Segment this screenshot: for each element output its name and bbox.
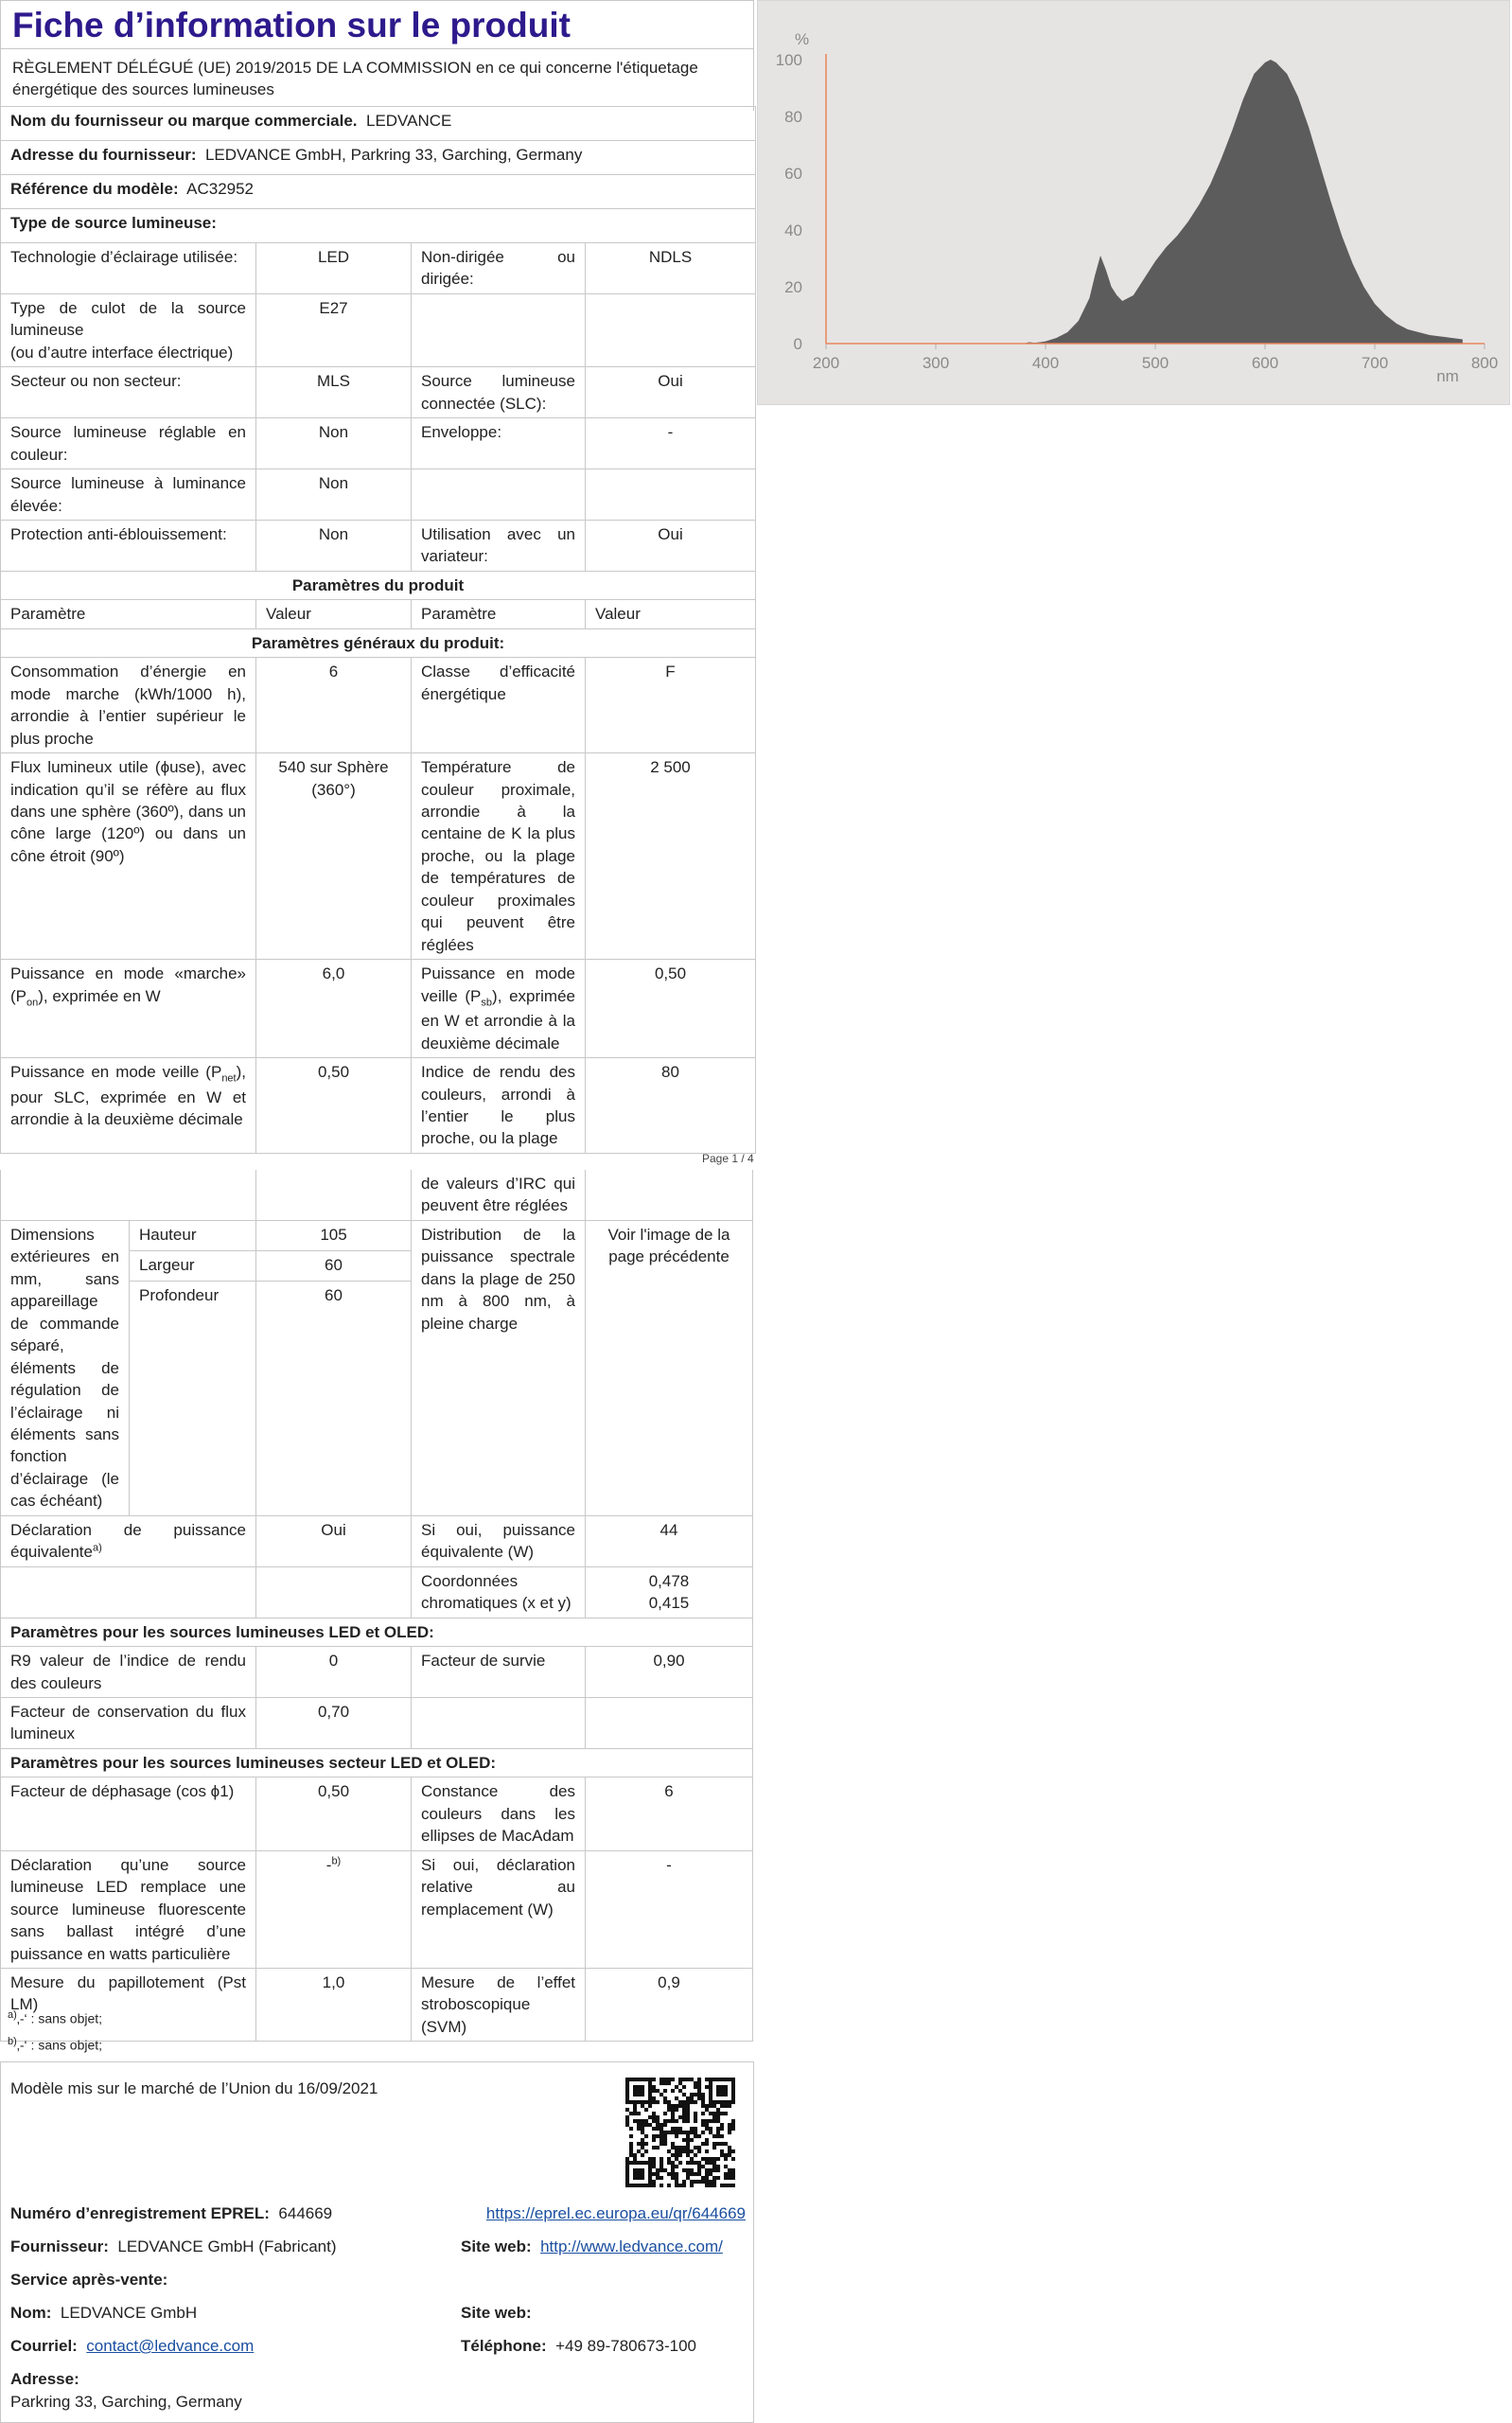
width-label: Largeur xyxy=(130,1250,256,1281)
col-param: Paramètre xyxy=(1,600,256,628)
service-name-label: Nom: xyxy=(10,2304,52,2322)
flicker-value: 1,0 xyxy=(256,1968,412,2041)
svm-value: 0,9 xyxy=(586,1968,753,2041)
r9-value: 0 xyxy=(256,1647,412,1698)
replace-label: Déclaration qu’une source lumineuse LED remplace une source lumineuse fluorescente sans ballast intégré d’une puissance en watts particulière xyxy=(1,1850,256,1968)
flux-label: Flux lumineux utile (ϕuse), avec indication qu’il se réfère au flux dans une sphère (360º), dans un cône large (120º) ou dans un cône étroit (90º) xyxy=(1,753,256,960)
email-link[interactable]: contact@ledvance.com xyxy=(86,2337,255,2355)
flicker-label: Mesure du papillotement (Pst LM) xyxy=(1,1968,256,2041)
y-tick-label: 60 xyxy=(784,165,802,183)
survival-label: Facteur de survie xyxy=(412,1647,586,1698)
mains-label: Secteur ou non secteur: xyxy=(1,367,256,418)
mains-led-heading: Paramètres pour les sources lumineuses secteur LED et OLED: xyxy=(1,1748,753,1777)
table-row xyxy=(1,520,756,571)
market-date: Modèle mis sur le marché de l’Union du 16/09/2021 xyxy=(10,2079,378,2097)
cap-value: E27 xyxy=(256,293,412,366)
table-row xyxy=(1,571,756,599)
spd-label: Distribution de la puissance spectrale dans la plage de 250 nm à 800 nm, à pleine charge xyxy=(412,1220,586,1515)
y-axis-label: % xyxy=(795,30,810,48)
page-number: Page 1 / 4 xyxy=(702,1152,754,1165)
x-tick-label: 800 xyxy=(1470,354,1499,372)
footer-box xyxy=(0,2061,754,2423)
website-label: Site web: xyxy=(461,2237,532,2255)
table-row xyxy=(1,469,756,521)
maint-label: Facteur de conservation du flux lumineux xyxy=(1,1697,256,1748)
x-tick-label: 400 xyxy=(1031,354,1060,372)
width-value: 60 xyxy=(256,1250,412,1281)
phone-row xyxy=(461,2335,696,2357)
table-row xyxy=(1,960,756,1058)
supplier-row xyxy=(10,2236,337,2257)
spectral-chart-svg xyxy=(758,1,1509,404)
x-ticks xyxy=(813,344,1498,372)
supplier-address-label: Adresse du fournisseur: xyxy=(10,146,197,164)
eprel-row xyxy=(10,2202,332,2224)
envelope-value: - xyxy=(586,418,756,469)
envelope-label: Enveloppe: xyxy=(412,418,586,469)
psb-label: Puissance en mode veille $(P_{sb})$, exprimée en W et arrondie à la deuxième décimale xyxy=(412,960,586,1058)
equiv-power-label: Si oui, puissance équivalente (W) xyxy=(412,1515,586,1566)
pnet-label: Puissance en mode veille $(P_{net})$, pour SLC, exprimée en W et arrondie à la deuxième décimale xyxy=(1,1058,256,1154)
table-row xyxy=(1,1566,753,1618)
model-value: AC32952 xyxy=(186,180,255,198)
table-row xyxy=(1,1618,753,1646)
x-axis-label: nm xyxy=(1436,367,1459,385)
r9-label: R9 valeur de l’indice de rendu des couleurs xyxy=(1,1647,256,1698)
y-ticks xyxy=(776,51,802,353)
chroma-label: Coordonnées chromatiques (x et y) xyxy=(412,1566,586,1618)
tunable-value: Non xyxy=(256,418,412,469)
table-row xyxy=(1,1170,753,1220)
table-row xyxy=(1,1515,753,1566)
supplier-name-value: LEDVANCE xyxy=(365,112,452,130)
cct-label: Température de couleur proximale, arrondie à la centaine de K la plus proche, ou la plage de températures de couleur proximales qui peuvent être réglées xyxy=(412,753,586,960)
depth-label: Profondeur xyxy=(130,1281,256,1515)
eprel-value: 644669 xyxy=(278,2204,333,2222)
equiv-power-value: 44 xyxy=(586,1515,753,1566)
x-tick-label: 300 xyxy=(922,354,950,372)
table-row xyxy=(1,628,756,657)
tech-label: Technologie d’éclairage utilisée: xyxy=(1,243,256,294)
phone-value: +49 89-780673-100 xyxy=(555,2337,697,2355)
cri-label-cont: de valeurs d’IRC qui peuvent être réglées xyxy=(412,1170,586,1220)
macadam-label: Constance des couleurs dans les ellipses de MacAdam xyxy=(412,1777,586,1850)
table-row xyxy=(1,175,756,209)
glare-value: Non xyxy=(256,520,412,571)
macadam-value: 6 xyxy=(586,1777,753,1850)
table-row xyxy=(1,1777,753,1850)
tech-value: LED xyxy=(256,243,412,294)
table-row xyxy=(1,1220,753,1250)
pf-value: 0,50 xyxy=(256,1777,412,1850)
source-type-heading: Type de source lumineuse: xyxy=(1,209,756,243)
footer-supplier-label: Fournisseur: xyxy=(10,2237,109,2255)
equiv-value: Oui xyxy=(256,1515,412,1566)
table-row xyxy=(1,753,756,960)
directional-label: Non-dirigée ou dirigée: xyxy=(412,243,586,294)
pf-label: Facteur de déphasage (cos ϕ1) xyxy=(1,1777,256,1850)
website-link[interactable]: http://www.ledvance.com/ xyxy=(540,2237,723,2255)
x-tick-label: 700 xyxy=(1361,354,1389,372)
footnote-b: $^{b)}$‚-‘ : sans objet; xyxy=(8,2036,103,2053)
replace-claim-value: - xyxy=(586,1850,753,1968)
address-value: Parkring 33, Garching, Germany xyxy=(10,2393,242,2411)
survival-value: 0,90 xyxy=(586,1647,753,1698)
spectral-chart xyxy=(757,0,1510,405)
x-tick-label: 200 xyxy=(812,354,840,372)
depth-value: 60 xyxy=(256,1281,412,1515)
table-row xyxy=(1,243,756,294)
table-row xyxy=(1,1697,753,1748)
glare-label: Protection anti-éblouissement: xyxy=(1,520,256,571)
energy-label: Consommation d’énergie en mode marche (kWh/1000 h), arrondie à l’entier supérieur le plus proche xyxy=(1,658,256,753)
chroma-value: 0,478 0,415 xyxy=(586,1566,753,1618)
qr-code-icon[interactable] xyxy=(625,2078,735,2187)
footnote-a: $^{a)}$‚-‘ : sans objet; xyxy=(8,2009,103,2026)
led-params-heading: Paramètres pour les sources lumineuses LED et OLED: xyxy=(1,1618,753,1646)
spd-area xyxy=(1024,60,1463,344)
supplier-address-value: LEDVANCE GmbH, Parkring 33, Garching, Germany xyxy=(204,146,583,164)
maint-value: 0,70 xyxy=(256,1697,412,1748)
energy-value: 6 xyxy=(256,658,412,753)
table-row xyxy=(1,107,756,141)
title-box xyxy=(0,0,754,111)
equiv-label: Déclaration de puissance équivalente$^{a)}$ xyxy=(1,1515,256,1566)
email-row xyxy=(10,2335,254,2357)
table-row xyxy=(1,600,756,628)
table-row xyxy=(1,367,756,418)
product-table-page1 xyxy=(0,106,756,1154)
address-label: Adresse: xyxy=(10,2370,79,2388)
service-name-row xyxy=(10,2302,197,2324)
table-row xyxy=(1,141,756,175)
table-row xyxy=(1,658,756,753)
pon-value: 6,0 xyxy=(256,960,412,1058)
pnet-value: 0,50 xyxy=(256,1058,412,1154)
col-value: Valeur xyxy=(256,600,412,628)
table-row xyxy=(1,209,756,243)
service-website-label: Site web: xyxy=(461,2304,532,2322)
table-row xyxy=(1,1850,753,1968)
mains-value: MLS xyxy=(256,367,412,418)
eprel-link[interactable]: https://eprel.ec.europa.eu/qr/644669 xyxy=(485,2204,746,2222)
table-row xyxy=(1,293,756,366)
replace-claim-label: Si oui, déclaration relative au remplacement (W) xyxy=(412,1850,586,1968)
phone-label: Téléphone: xyxy=(461,2337,547,2355)
y-tick-label: 100 xyxy=(775,51,802,69)
service-name-value: LEDVANCE GmbH xyxy=(60,2304,198,2322)
website-row xyxy=(461,2236,723,2257)
y-tick-label: 80 xyxy=(784,108,802,126)
cap-label: Type de culot de la source lumineuse xyxy=(10,298,246,340)
col-value-2: Valeur xyxy=(586,600,756,628)
product-table-page2 xyxy=(0,1170,753,2042)
table-row xyxy=(1,1058,756,1154)
directional-value: NDLS xyxy=(586,243,756,294)
class-label: Classe d’efficacité énergétique xyxy=(412,658,586,753)
footer-supplier-value: LEDVANCE GmbH (Fabricant) xyxy=(117,2237,337,2255)
highlum-value: Non xyxy=(256,469,412,521)
y-tick-label: 0 xyxy=(793,335,802,353)
model-label: Référence du modèle: xyxy=(10,180,179,198)
col-param-2: Paramètre xyxy=(412,600,586,628)
table-row xyxy=(1,1647,753,1698)
tunable-label: Source lumineuse réglable en couleur: xyxy=(1,418,256,469)
replace-value: -$^{b)}$ xyxy=(256,1850,412,1968)
eprel-label: Numéro d’enregistrement EPREL: xyxy=(10,2204,270,2222)
general-heading: Paramètres généraux du produit: xyxy=(1,628,756,657)
cct-value: 2 500 xyxy=(586,753,756,960)
cri-label: Indice de rendu des couleurs, arrondi à l’entier le plus proche, ou la plage xyxy=(412,1058,586,1154)
spd-value: Voir l'image de la page précédente xyxy=(586,1220,753,1515)
highlum-label: Source lumineuse à luminance élevée: xyxy=(1,469,256,521)
height-label: Hauteur xyxy=(130,1220,256,1250)
connected-value: Oui xyxy=(586,367,756,418)
page-title: Fiche d’information sur le produit xyxy=(12,6,571,44)
email-label: Courriel: xyxy=(10,2337,78,2355)
params-heading: Paramètres du produit xyxy=(1,571,756,599)
regulation-text: RÈGLEMENT DÉLÉGUÉ (UE) 2019/2015 DE LA COMMISSION en ce qui concerne l'étiquetage énergétique des sources lumineuses xyxy=(1,48,753,111)
x-tick-label: 500 xyxy=(1141,354,1169,372)
pon-label: Puissance en mode «marche» $(P_{on})$, exprimée en W xyxy=(1,960,256,1058)
supplier-name-label: Nom du fournisseur ou marque commerciale. xyxy=(10,112,358,130)
psb-value: 0,50 xyxy=(586,960,756,1058)
cap-label-2: (ou d’autre interface électrique) xyxy=(10,343,234,362)
height-value: 105 xyxy=(256,1220,412,1250)
cri-value: 80 xyxy=(586,1058,756,1154)
y-tick-label: 40 xyxy=(784,221,802,239)
service-label: Service après-vente: xyxy=(10,2271,168,2289)
svm-label: Mesure de l’effet stroboscopique (SVM) xyxy=(412,1968,586,2041)
x-tick-label: 600 xyxy=(1251,354,1279,372)
dimmer-value: Oui xyxy=(586,520,756,571)
table-row xyxy=(1,1968,753,2041)
table-row xyxy=(1,1748,753,1777)
class-value: F xyxy=(586,658,756,753)
dimmer-label: Utilisation avec un variateur: xyxy=(412,520,586,571)
table-row xyxy=(1,418,756,469)
y-tick-label: 20 xyxy=(784,278,802,296)
dimensions-label: Dimensions extérieures en mm, sans appareillage de commande séparé, éléments de régulation de l’éclairage ni éléments sans fonction d’éclairage (le cas échéant) xyxy=(1,1220,130,1515)
connected-label: Source lumineuse connectée (SLC): xyxy=(412,367,586,418)
flux-value: 540 sur Sphère (360°) xyxy=(256,753,412,960)
